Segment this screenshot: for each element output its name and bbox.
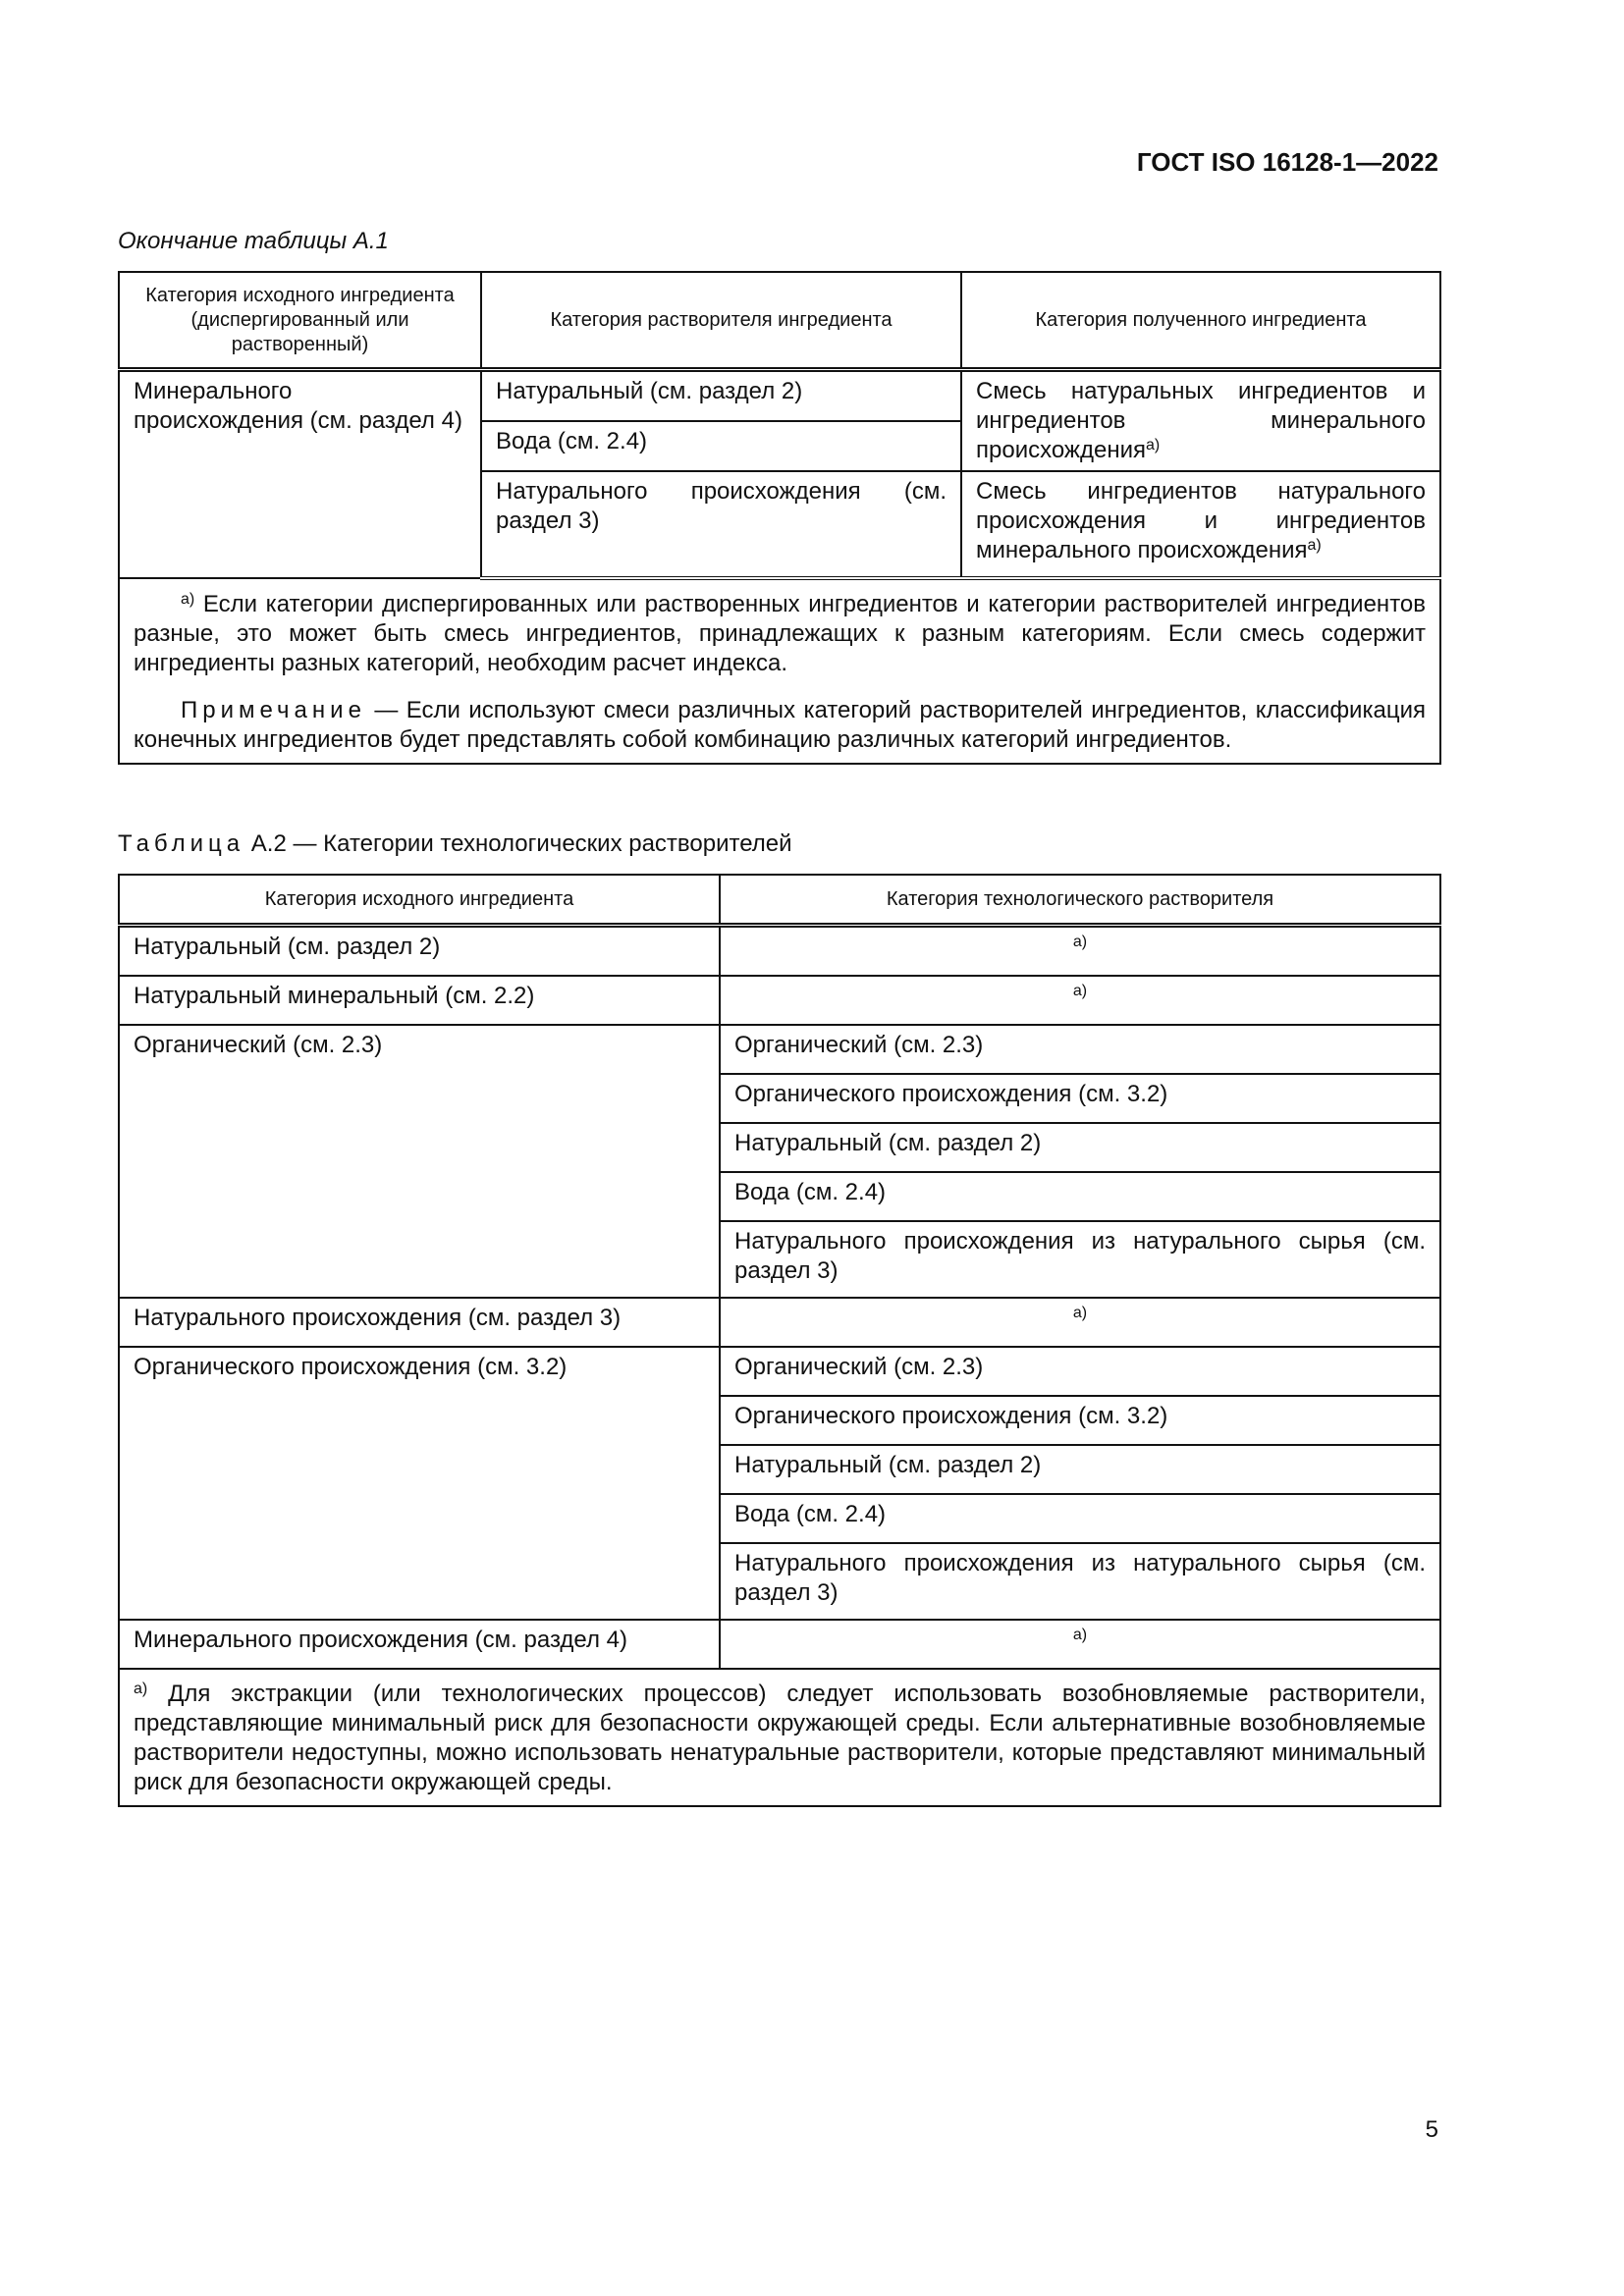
footnote-ref-cell [720, 926, 1440, 977]
solvent-cell: Вода (см. 2.4) [720, 1494, 1440, 1543]
source-category-cell: Натурального происхождения (см. раздел 3) [119, 1298, 720, 1347]
solvent-cell: Натурального происхождения из натурального сырья (см. раздел 3) [720, 1543, 1440, 1620]
source-category-cell: Натуральный (см. раздел 2) [119, 926, 720, 977]
solvent-cell: Органический (см. 2.3) [720, 1025, 1440, 1074]
footnote-ref: a) [1072, 1305, 1088, 1321]
result-text: Смесь ингредиентов натурального происхождения и ингредиентов минерального происхождения [976, 478, 1426, 563]
footnote-ref-cell [720, 1620, 1440, 1669]
solvent-cell: Натуральный (см. раздел 2) [720, 1445, 1440, 1494]
footnote-mark: a) [134, 1681, 148, 1697]
col-header-source: Категория исходного ингредиента (диспергированный или растворенный) [119, 272, 481, 370]
footnote-ref: a) [1072, 1627, 1088, 1643]
solvent-cell: Натурального происхождения из натурального сырья (см. раздел 3) [720, 1221, 1440, 1298]
solvent-cell: Натуральный (см. раздел 2) [481, 370, 961, 422]
solvent-cell: Натурального происхождения (см. раздел 3) [481, 471, 961, 578]
table-row [119, 1298, 1440, 1347]
table-row [119, 1347, 1440, 1396]
result-cell [961, 471, 1440, 578]
table-footnote-row [119, 1669, 1440, 1806]
table-a2-header [119, 875, 1440, 926]
note-label: Примечание [181, 697, 366, 723]
footnote-ref: a) [1072, 983, 1088, 999]
caption-text: А.2 — Категории технологических растворителей [244, 830, 792, 857]
result-cell [961, 370, 1440, 472]
footnote-ref: a) [1072, 934, 1088, 950]
solvent-cell: Натуральный (см. раздел 2) [720, 1123, 1440, 1172]
col-header-result: Категория полученного ингредиента [961, 272, 1440, 370]
table-row [119, 370, 1440, 422]
footnote-ref-cell [720, 1298, 1440, 1347]
table-footnote [119, 578, 1440, 764]
source-category-cell: Органический (см. 2.3) [119, 1025, 720, 1298]
table-row [119, 926, 1440, 977]
result-text: Смесь натуральных ингредиентов и ингредиентов минерального происхождения [976, 378, 1426, 463]
footnote-mark: a) [181, 591, 195, 608]
col-header-source: Категория исходного ингредиента [119, 875, 720, 926]
solvent-cell: Вода (см. 2.4) [720, 1172, 1440, 1221]
table-row [119, 976, 1440, 1025]
col-header-solvent: Категория растворителя ингредиента [481, 272, 961, 370]
caption-label: Таблица [118, 830, 245, 857]
table-row [119, 1025, 1440, 1074]
source-category-cell: Минерального происхождения (см. раздел 4) [119, 370, 481, 579]
col-header-process-solvent: Категория технологического растворителя [720, 875, 1440, 926]
footnote-ref-cell [720, 976, 1440, 1025]
source-category-cell: Натуральный минеральный (см. 2.2) [119, 976, 720, 1025]
source-category-cell: Минерального происхождения (см. раздел 4) [119, 1620, 720, 1669]
footnote-ref: a) [1307, 537, 1322, 554]
solvent-cell: Органического происхождения (см. 3.2) [720, 1074, 1440, 1123]
table-a2 [118, 874, 1441, 1807]
note-text: — Если используют смеси различных категорий растворителей ингредиентов, классификация конечных ингредиентов будет представлять собой комбинацию различных категорий ингредиентов. [134, 697, 1426, 753]
footnote-ref: a) [1145, 437, 1161, 454]
footnote-text: Для экстракции (или технологических процессов) следует использовать возобновляемые растворители, представляющие минимальный риск для безопасности окружающей среды. Если альтернативные возобновляемые растворители недоступны, можно использовать ненатуральные растворители, которые представляют минимальный риск для безопасности окружающей среды. [134, 1681, 1426, 1795]
table-continuation-label: Окончание таблицы А.1 [118, 228, 389, 254]
table-footnote [119, 1669, 1440, 1806]
footnote-text: Если категории диспергированных или растворенных ингредиентов и категории растворителей ингредиентов разные, это может быть смесь ингредиентов, принадлежащих к разным категориям. Если смесь содержит ингредиенты разных категорий, необходим расчет индекса. [134, 591, 1427, 676]
table-a2-caption [118, 830, 792, 858]
table-a1 [118, 271, 1441, 765]
page-number: 5 [1425, 2116, 1438, 2143]
solvent-cell: Вода (см. 2.4) [481, 421, 961, 471]
solvent-cell: Органического происхождения (см. 3.2) [720, 1396, 1440, 1445]
solvent-cell: Органический (см. 2.3) [720, 1347, 1440, 1396]
source-category-cell: Органического происхождения (см. 3.2) [119, 1347, 720, 1620]
standard-number: ГОСТ ISO 16128-1—2022 [1136, 147, 1438, 177]
table-footnote-row [119, 578, 1440, 764]
table-a1-header [119, 272, 1440, 370]
table-row [119, 1620, 1440, 1669]
